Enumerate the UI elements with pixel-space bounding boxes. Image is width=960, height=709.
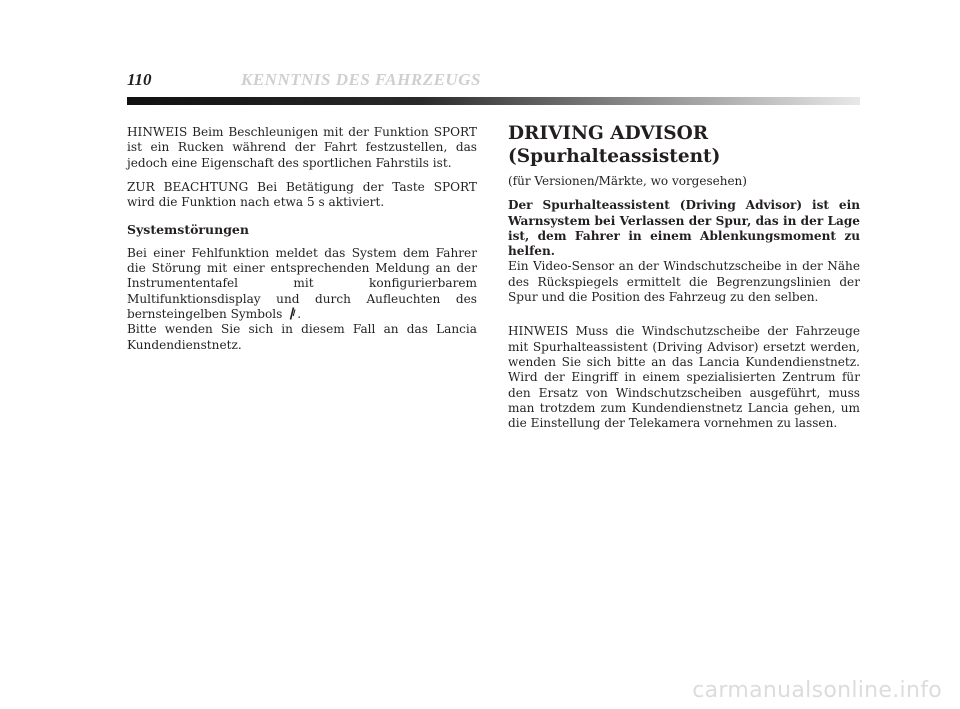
- driving-advisor-heading: [508, 122, 860, 168]
- heading-line-1: DRIVING ADVISOR: [508, 123, 709, 144]
- heading-line-2: (Spurhalteassistent): [508, 146, 721, 167]
- intro-rest: Ein Video-Sensor an der Windschutzscheibe in der Nähe des Rückspiegels ermittelt die Begrenzungslinien der Spur und die Position des Fahrzeug zu den selben.: [508, 259, 860, 305]
- left-column: [127, 125, 477, 362]
- spacer: [508, 314, 860, 324]
- caution-sport-button: ZUR BEACHTUNG Bei Betätigung der Taste SPORT wird die Funktion nach etwa 5 s aktiviert.: [127, 179, 477, 210]
- windshield-note: HINWEIS Muss die Windschutzscheibe der Fahrzeuge mit Spurhalteassistent (Driving Advisor) ersetzt werden, wenden Sie sich bitte an das Lancia Kundendienstnetz. Wird der Eingriff in einem spezialisierten Zentrum für den Ersatz von Windschutzscheiben ausgeführt, muss man trotzdem zum Kundendienstnetz Lancia gehen, um die Einstellung der Telekamera vornehmen zu lassen.: [508, 324, 860, 431]
- availability-note: (für Versionen/Märkte, wo vorgesehen): [508, 174, 747, 188]
- watermark: carmanualsonline.info: [692, 678, 942, 703]
- fault-text-end: .: [297, 306, 302, 321]
- page-number: 110: [127, 70, 152, 89]
- right-column: [508, 122, 860, 440]
- contact-dealer: Bitte wenden Sie sich in diesem Fall an das Lancia Kundendienstnetz.: [127, 322, 477, 352]
- lane-warning-icon: [288, 307, 296, 320]
- header-rule: [127, 97, 860, 105]
- section-title: KENNTNIS DES FAHRZEUGS: [241, 70, 481, 89]
- note-sport-jerk: HINWEIS Beim Beschleunigen mit der Funktion SPORT ist ein Rucken während der Fahrt festzustellen, das jedoch eine Eigenschaft des sportlichen Fahrstils ist.: [127, 125, 477, 170]
- fault-description: [127, 246, 477, 322]
- intro-bold: Der Spurhalteassistent (Driving Advisor) ist ein Warnsystem bei Verlassen der Spur, das in der Lage ist, dem Fahrer in einem Ablenkungsmoment zu helfen.: [508, 198, 860, 259]
- system-faults-heading: Systemstörungen: [127, 222, 249, 238]
- intro-paragraph: [508, 198, 860, 305]
- fault-text: Bei einer Fehlfunktion meldet das System dem Fahrer die Störung mit einer entsprechenden Meldung an der Instrumententafel mit konfigurierbarem Multifunktionsdisplay und durch Aufleuchten des bernsteingelben Symbols: [127, 245, 477, 321]
